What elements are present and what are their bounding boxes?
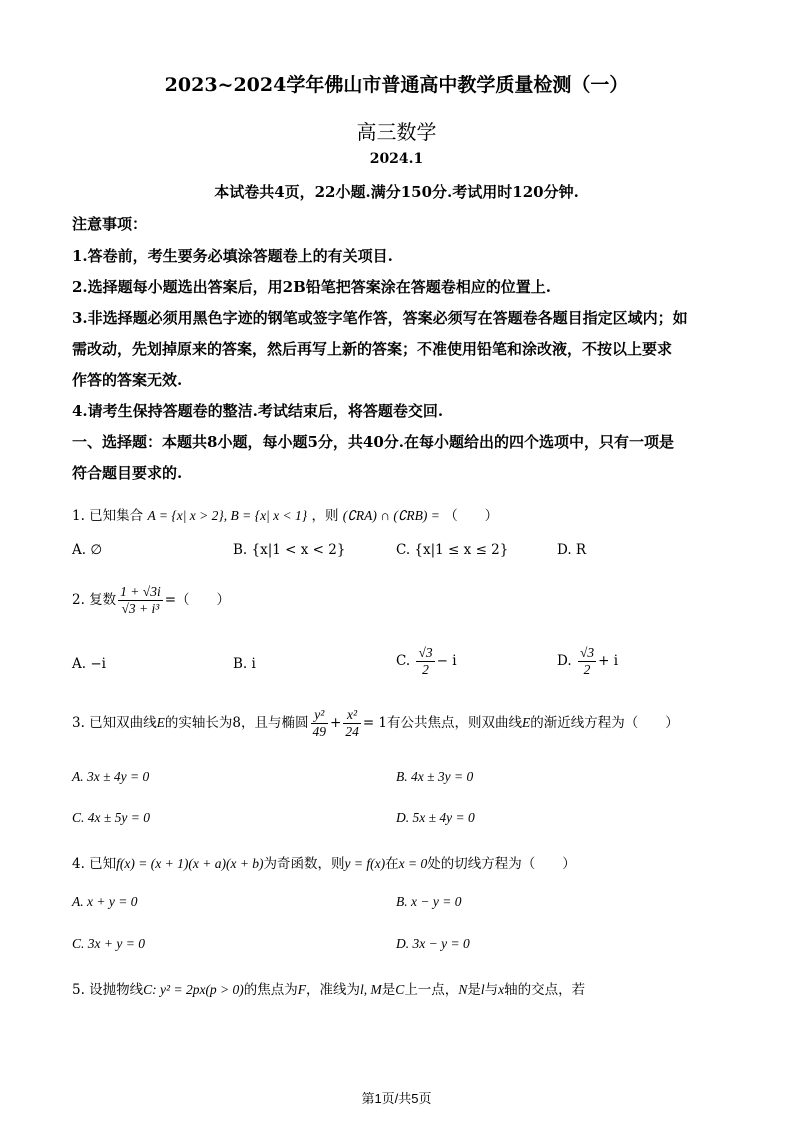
question-3-stem (72, 707, 679, 740)
q4-stem-d: 处的切线方程为（ ） (427, 856, 576, 872)
q5-stem-b: 的焦点为 (243, 982, 298, 998)
q5-stem-h: 轴的交点，若 (504, 982, 586, 998)
notice-item: 3.非选择题必须用黑色字迹的钢笔或签字笔作答，答案必须写在答题卷各题目指定区域内；如 (72, 309, 688, 327)
q2-option-d-tail: + i (598, 653, 619, 669)
q5-stem-d: 是 (381, 982, 396, 998)
q1-option-d[interactable]: D. R (557, 542, 587, 558)
q2-option-c-fraction (416, 645, 434, 678)
q1-option-b[interactable]: B. {x|1 < x < 2} (233, 542, 346, 558)
q2-option-d[interactable] (557, 645, 618, 678)
q2-option-c-label: C. (396, 653, 411, 669)
q4-option-c[interactable]: C. 3x + y = 0 (72, 936, 145, 951)
notice-item: 2.选择题每小题选出答案后，用2B铅笔把答案涂在答题卷相应的位置上. (72, 278, 551, 296)
q3-f1-den: 49 (312, 724, 327, 739)
q5-stem-g: 与 (484, 982, 499, 998)
q1-mid: ，则 (311, 508, 339, 524)
q2-option-c-den: 2 (422, 662, 429, 677)
q3-f1-num: y² (311, 707, 329, 724)
question-4-stem (72, 852, 576, 872)
q2-numerator: 1 + √3i (120, 584, 161, 599)
exam-date: 2024.1 (369, 151, 424, 167)
q3-option-d[interactable]: D. 5x ± 4y = 0 (396, 810, 475, 825)
q5-c: C (395, 982, 405, 997)
q3-e1: E (156, 715, 165, 730)
q1-paren: （ ） (444, 508, 499, 524)
q3-fraction-1 (311, 707, 329, 740)
q5-f: F (297, 982, 307, 997)
q2-option-c[interactable] (396, 645, 457, 678)
notice-heading: 注意事项： (72, 215, 148, 233)
q2-option-b[interactable]: B. i (233, 656, 256, 672)
notice-item: 1.答卷前，考生要务必填涂答题卷上的有关项目. (72, 247, 393, 265)
q3-fraction-2 (343, 707, 361, 740)
q1-prefix: 1. 已知集合 (72, 508, 144, 524)
page-number: 第1页/共5页 (361, 1091, 432, 1106)
q2-option-d-num: √3 (579, 645, 595, 660)
q4-option-d[interactable]: D. 3x − y = 0 (396, 936, 470, 951)
q2-option-c-tail: − i (436, 653, 457, 669)
q5-l: l (480, 982, 485, 997)
q5-parabola: C: y² = 2px(p > 0) (143, 982, 244, 997)
q2-option-c-num: √3 (418, 645, 433, 660)
q3-stem-b: 的实轴长为8，且与椭圆 (164, 715, 309, 731)
q5-stem-f: 是 (467, 982, 481, 998)
q3-option-b[interactable]: B. 4x ± 3y = 0 (396, 769, 474, 784)
exam-subtitle: 高三数学 (356, 120, 437, 144)
q2-tail: =（ ） (164, 592, 231, 608)
q3-stem-a: 3. 已知双曲线 (72, 715, 157, 731)
q4-stem-b: 为奇函数，则 (263, 856, 345, 872)
q4-func: f(x) = (x + 1)(x + a)(x + b) (116, 856, 264, 871)
exam-info: 本试卷共4页，22小题.满分150分.考试用时120分钟. (214, 183, 579, 201)
q4-yfx: y = f(x) (344, 856, 386, 871)
q3-option-a[interactable]: A. 3x ± 4y = 0 (72, 769, 150, 784)
notice-item: 4.请考生保持答题卷的整洁.考试结束后，将答题卷交回. (72, 402, 444, 420)
q3-stem-c: = 1有公共焦点，则双曲线 (362, 715, 523, 731)
question-5-stem (72, 978, 585, 998)
q2-option-a[interactable]: A. −i (72, 656, 106, 672)
q3-f2-den: 24 (345, 724, 359, 739)
q2-fraction (118, 584, 163, 617)
q2-option-d-label: D. (557, 653, 572, 669)
q4-option-a[interactable]: A. x + y = 0 (72, 894, 138, 909)
section-heading-cont: 符合题目要求的. (72, 464, 183, 482)
q5-stem-e: 上一点， (404, 982, 459, 998)
q2-option-d-fraction (578, 645, 596, 678)
q4-option-b[interactable]: B. x − y = 0 (396, 894, 462, 909)
exam-title: 2023~2024学年佛山市普通高中教学质量检测（一） (164, 74, 629, 96)
q3-plus: + (330, 715, 342, 731)
q1-option-c[interactable]: C. {x|1 ≤ x ≤ 2} (396, 542, 509, 558)
q5-lm: l, M (360, 982, 382, 997)
q3-stem-d: 的渐近线方程为（ ） (530, 715, 679, 731)
notice-item: 需改动，先划掉原来的答案，然后再写上新的答案；不准使用铅笔和涂改液，不按以上要求 (72, 340, 673, 358)
q4-stem-c: 在 (385, 856, 399, 872)
q3-e2: E (522, 715, 531, 730)
q2-prefix: 2. 复数 (72, 592, 117, 608)
section-heading: 一、选择题：本题共8小题，每小题5分，共40分.在每小题给出的四个选项中，只有一项是 (72, 433, 674, 451)
q2-denominator: √3 + i³ (121, 601, 160, 616)
question-2-stem (72, 584, 230, 617)
q4-stem-a: 4. 已知 (72, 856, 117, 872)
q5-n: N (458, 982, 468, 997)
q1-option-a[interactable]: A. ∅ (72, 542, 103, 558)
q5-x: x (498, 982, 505, 997)
q3-f2-num: x² (343, 707, 361, 724)
q2-option-d-den: 2 (583, 662, 591, 677)
q5-stem-a: 5. 设抛物线 (72, 982, 144, 998)
question-1-stem (72, 504, 498, 524)
q1-sets: A = {x| x > 2}, B = {x| x < 1} (147, 508, 308, 523)
q4-x0: x = 0 (398, 856, 428, 871)
q5-stem-c: ，准线为 (306, 982, 361, 998)
q3-option-c[interactable]: C. 4x ± 5y = 0 (72, 810, 151, 825)
notice-item: 作答的答案无效. (72, 371, 183, 389)
q1-expr: (∁RA) ∩ (∁RB) = (342, 508, 440, 523)
